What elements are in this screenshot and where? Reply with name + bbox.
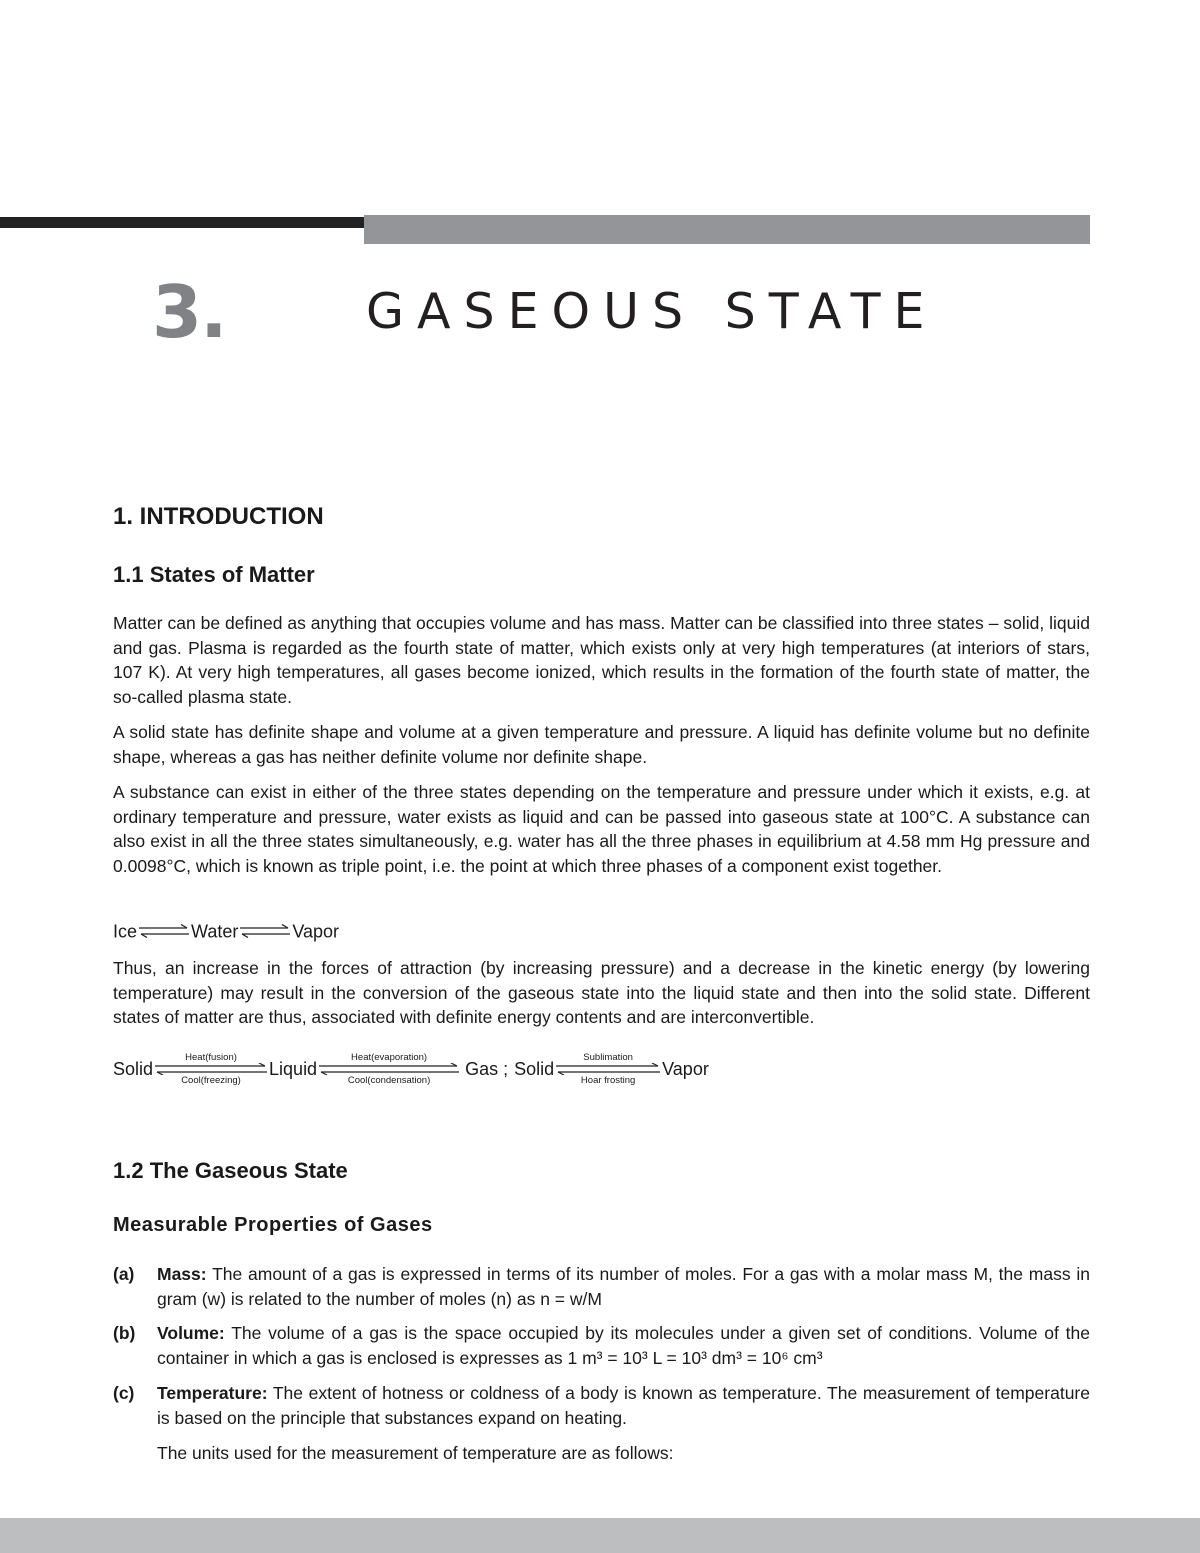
chapter-title: GASEOUS STATE — [366, 283, 938, 340]
paragraph-temperature-units: The units used for the measurement of temperature are as follows: — [157, 1443, 674, 1463]
list-item-body — [157, 1381, 1090, 1430]
header-rule-dark — [0, 217, 364, 228]
label-sublimation: Sublimation — [583, 1052, 633, 1063]
list-item-term: Mass: — [157, 1264, 207, 1284]
equilibrium-arrow-icon — [238, 924, 292, 938]
list-item-text: The amount of a gas is expressed in terms of its number of moles. For a gas with a molar mass M, the mass in gram (w) is related to the number of moles (n) as n = w/M — [157, 1264, 1090, 1309]
eq-water: Water — [191, 921, 239, 942]
reaction-arrow-sublimation — [554, 1052, 662, 1086]
eq-ice: Ice — [113, 921, 138, 942]
reaction-arrow-evaporation — [317, 1052, 461, 1086]
paragraph-triple-point: A substance can exist in either of the three states depending on the temperature and pressure under which it exists, e.g. at ordinary temperature and pressure, water exists as liquid and can be passed into gaseous state at 100°C. A substance can also exist in all the three states simultaneously, e.g. water has all the three phases in equilibrium at 4.58 mm Hg pressure and 0.0098°C, which is known as triple point, i.e. the point at which three phases of a component exist together. — [113, 782, 1090, 876]
subsection-heading-states-of-matter: 1.1 States of Matter — [113, 562, 315, 587]
eq2-solid-second: Solid — [514, 1059, 555, 1079]
equilibrium-arrow-icon — [554, 1063, 662, 1075]
equilibrium-arrow-icon — [317, 1063, 461, 1075]
list-item-body — [157, 1321, 1090, 1370]
equation-phase-transitions — [113, 1052, 709, 1086]
list-item-temperature — [113, 1381, 1090, 1430]
label-heat-evaporation: Heat(evaporation) — [351, 1052, 428, 1063]
label-cool-freezing: Cool(freezing) — [181, 1075, 241, 1086]
eq2-vapor: Vapor — [662, 1059, 709, 1079]
list-item-label: (b) — [113, 1323, 136, 1343]
eq-vapor: Vapor — [292, 921, 340, 942]
eq2-liquid: Liquid — [269, 1059, 318, 1079]
list-item-term: Volume: — [157, 1323, 225, 1343]
equation-ice-water-vapor — [113, 918, 339, 943]
header-rule-grey — [364, 215, 1090, 244]
list-item-text: The extent of hotness or coldness of a body is known as temperature. The measurement of temperature is based on the principle that substances expand on heating. — [157, 1383, 1090, 1428]
label-heat-fusion: Heat(fusion) — [185, 1052, 237, 1063]
subheading-measurable-properties: Measurable Properties of Gases — [113, 1214, 433, 1236]
list-item-text: The volume of a gas is the space occupied by its molecules under a given set of conditions. Volume of the container in which a gas is enclosed is expresses as 1 m³ = 10³ L = 10³ dm³ = 10⁶ cm³ — [157, 1323, 1090, 1368]
list-item-mass — [113, 1262, 1090, 1311]
equilibrium-arrow-icon — [137, 924, 191, 938]
footer-bar — [0, 1518, 1200, 1553]
paragraph-solid-liquid-gas: A solid state has definite shape and volume at a given temperature and pressure. A liquid has definite volume but no definite shape, whereas a gas has neither definite volume nor definite shape. — [113, 722, 1090, 767]
list-item-term: Temperature: — [157, 1383, 268, 1403]
chapter-number: 3. — [152, 270, 226, 354]
list-item-volume — [113, 1321, 1090, 1370]
reaction-arrow-fusion — [153, 1052, 269, 1086]
eq2-gas: Gas ; — [465, 1059, 509, 1079]
paragraph-forces-of-attraction: Thus, an increase in the forces of attraction (by increasing pressure) and a decrease in the kinetic energy (by lowering temperature) may result in the conversion of the gaseous state into the liquid state and then into the solid state. Different states of matter are thus, associated with definite energy contents and are interconvertible. — [113, 958, 1090, 1027]
list-item-label: (c) — [113, 1383, 135, 1403]
list-item-body — [157, 1262, 1090, 1311]
equilibrium-arrow-icon — [153, 1063, 269, 1075]
subsection-heading-gaseous-state: 1.2 The Gaseous State — [113, 1158, 348, 1183]
paragraph-matter-definition: Matter can be defined as anything that occupies volume and has mass. Matter can be classified into three states – solid, liquid and gas. Plasma is regarded as the fourth state of matter, which exists only at very high temperatures (at interiors of stars, 107 K). At very high temperatures, all gases become ionized, which results in the formation of the fourth state of matter, the so-called plasma state. — [113, 613, 1090, 707]
eq2-solid: Solid — [113, 1059, 154, 1079]
label-cool-condensation: Cool(condensation) — [347, 1075, 431, 1086]
section-heading-introduction: 1. INTRODUCTION — [113, 503, 324, 530]
list-item-label: (a) — [113, 1264, 135, 1284]
label-hoar-frosting: Hoar frosting — [580, 1075, 636, 1086]
